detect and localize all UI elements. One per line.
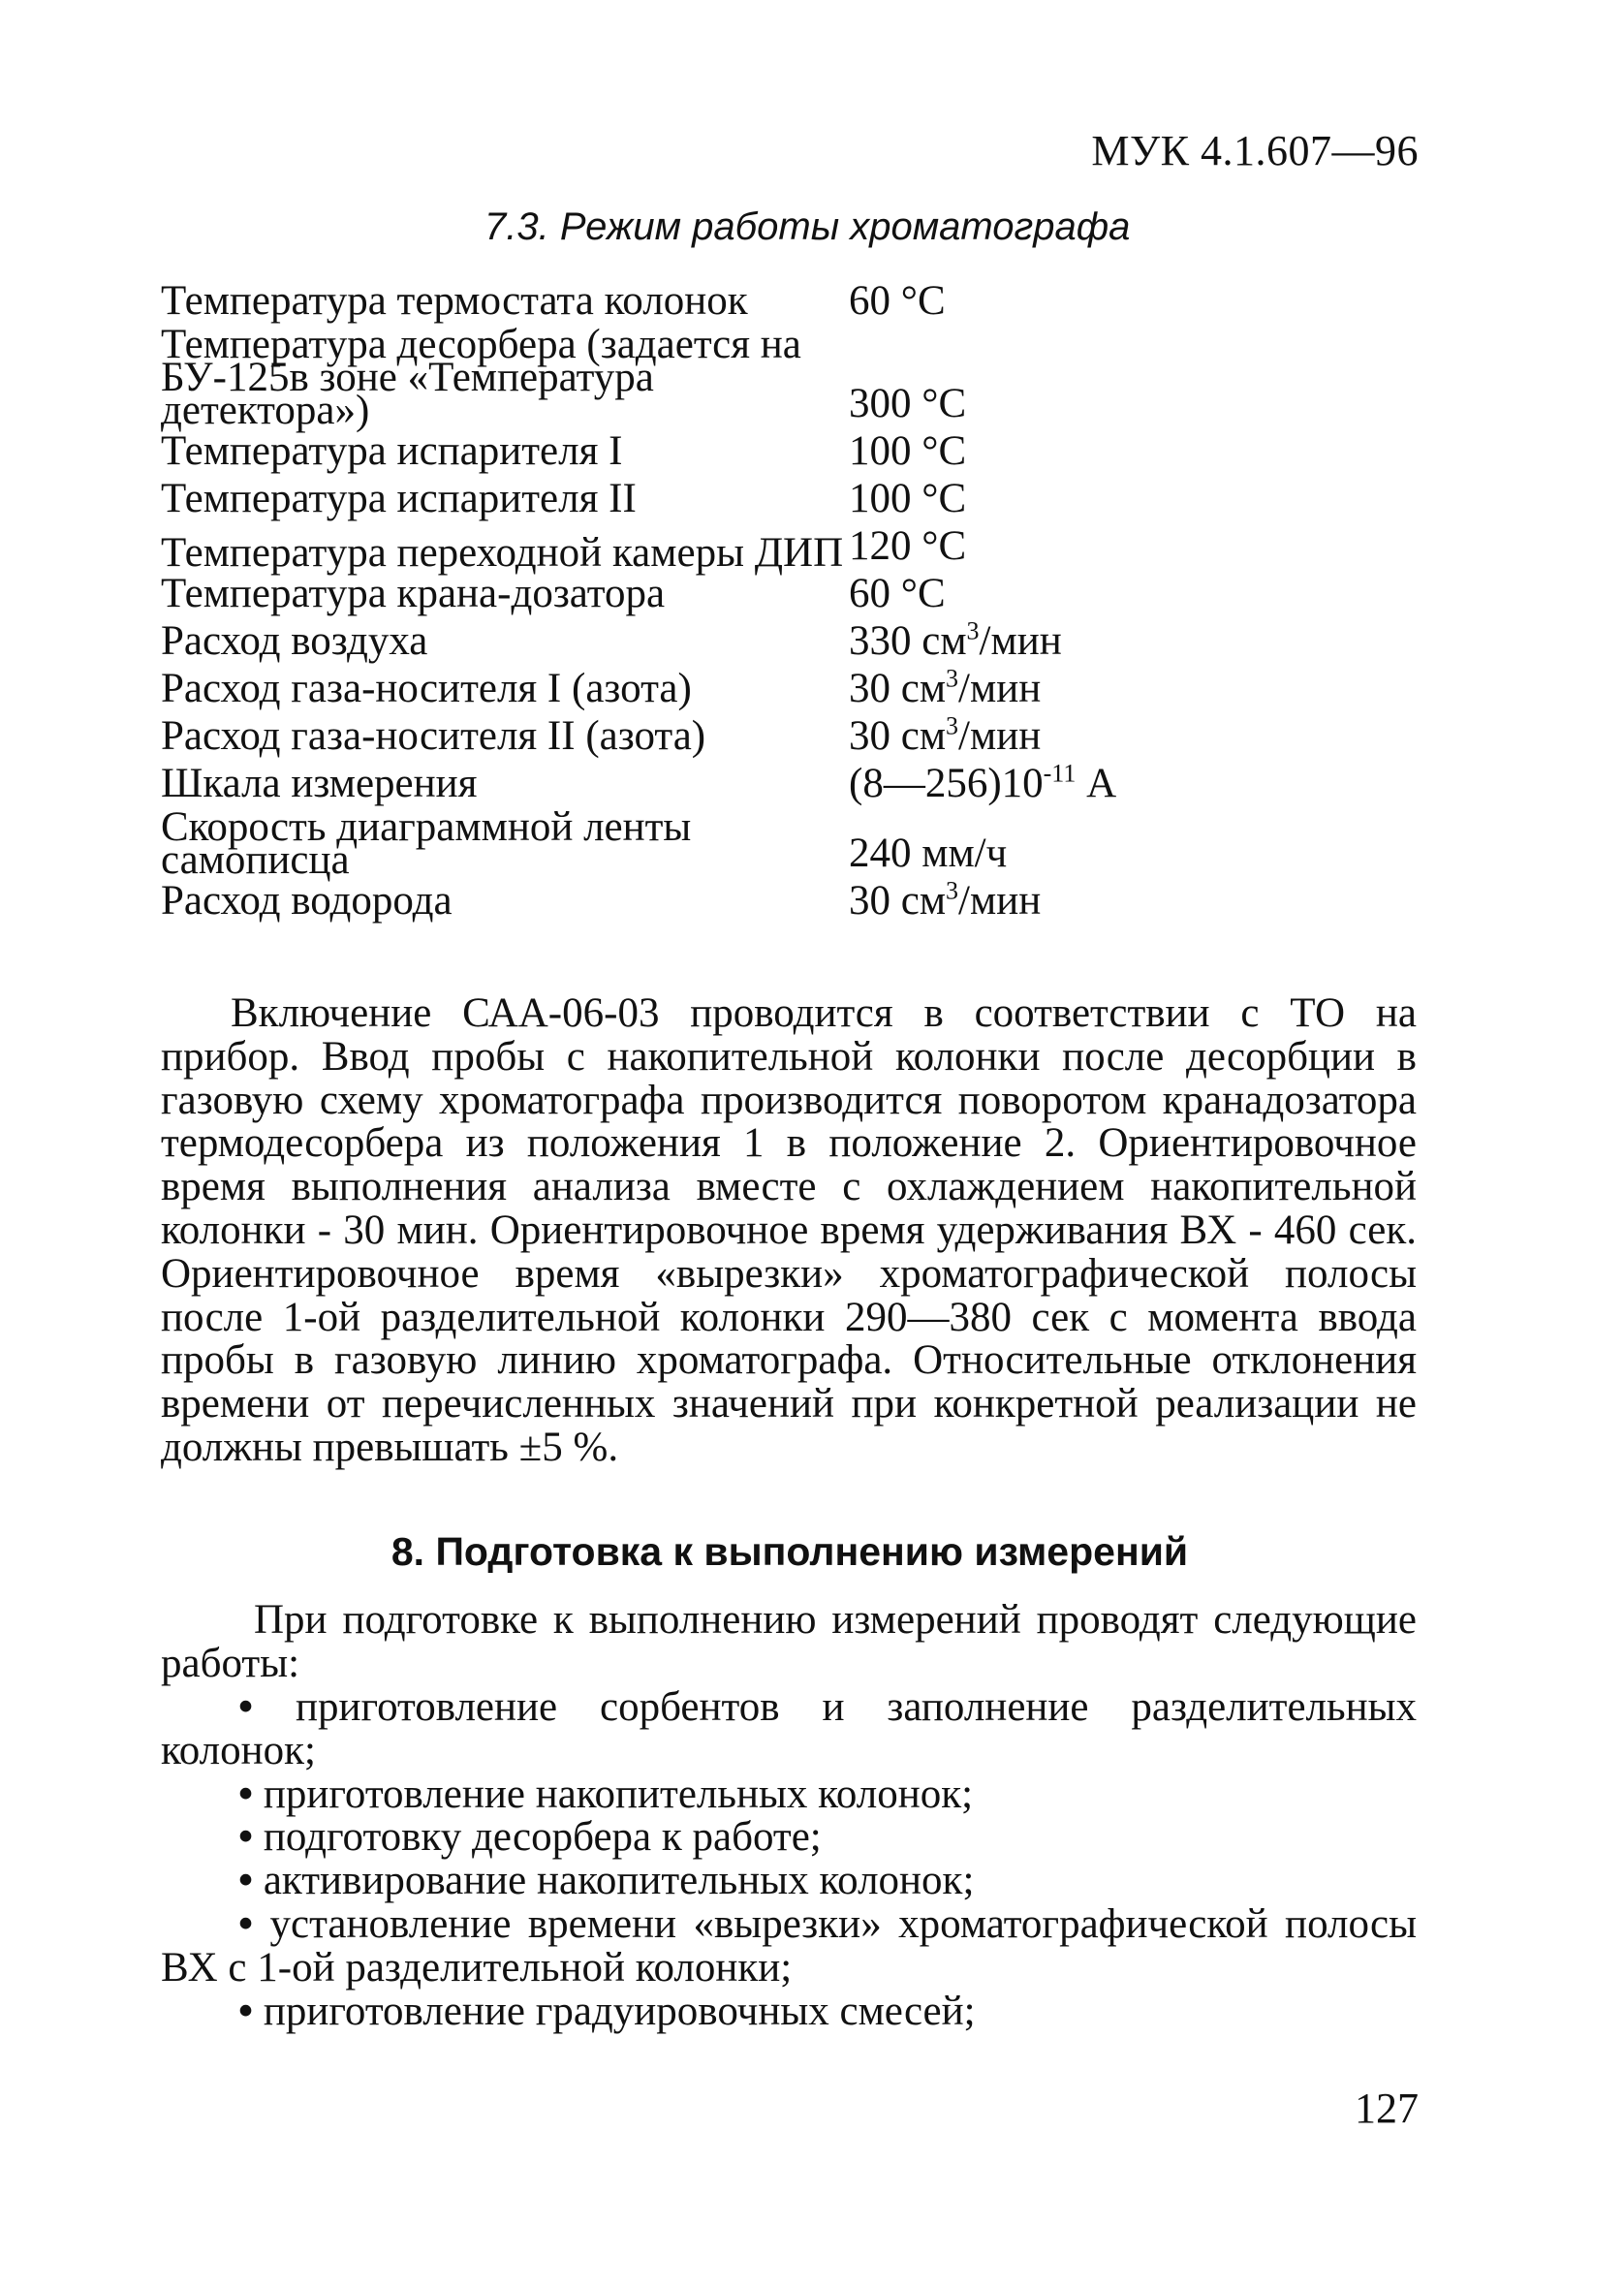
table-row bbox=[161, 712, 1421, 760]
bullet-icon: • bbox=[238, 1900, 254, 1947]
document-code: МУК 4.1.607—96 bbox=[1091, 127, 1419, 174]
list-item-text: активирование накопительных колонок; bbox=[263, 1858, 975, 1904]
value-exponent: 3 bbox=[946, 664, 959, 693]
bullet-icon: • bbox=[238, 1858, 254, 1904]
list-item-text: приготовление сорбентов и заполнение разделительных колонок; bbox=[161, 1684, 1418, 1773]
param-name: Скорость диаграммной ленты самописца bbox=[161, 804, 692, 883]
value-unit: А bbox=[1076, 761, 1117, 806]
table-row bbox=[161, 807, 1421, 877]
value-exponent: 3 bbox=[946, 876, 959, 905]
paragraph-intro: При подготовке к выполнению измерений проводят следующие работы: bbox=[161, 1597, 1417, 1686]
list-item bbox=[161, 1900, 1418, 1991]
table-row bbox=[161, 760, 1421, 807]
param-value: 100 °С bbox=[849, 428, 967, 474]
value-main: 30 см bbox=[849, 666, 947, 711]
param-value: 120 °С bbox=[849, 523, 967, 569]
param-value: 60 °С bbox=[849, 571, 946, 616]
list-item bbox=[161, 1988, 1417, 2034]
param-name: Расход водорода bbox=[161, 878, 453, 924]
list-item-text: установление времени «вырезки» хроматографической полосы ВХ с 1-ой разделительной колонки; bbox=[161, 1900, 1418, 1991]
param-name: Температура испарителя I bbox=[161, 428, 623, 474]
table-row bbox=[161, 665, 1421, 712]
list-item-text: приготовление градуировочных смесей; bbox=[263, 1988, 976, 2034]
param-value: 300 °С bbox=[849, 381, 967, 426]
param-name: Температура десорбера (задается на БУ-125в зоне «Температура детектора») bbox=[161, 322, 801, 433]
paragraph-procedure: Включение САА-06-03 проводится в соответствии с ТО на прибор. Ввод пробы с накопительной колонки после десорбции в газовую схему хроматографа производится поворотом кранадозатора термодесорбера из положения 1 в положение 2. Ориентировочное время выполнения анализа вместе с охлаждением накопительной колонки - 30 мин. Ориентировочное время удерживания ВХ - 460 сек. Ориентировочное время «вырезки» хроматографической полосы после 1-ой разделительной колонки 290—380 сек с момента ввода пробы в газовую линию хроматографа. Относительные отклонения времени от перечисленных значений при конкретной реализации не должны превышать ±5 %. bbox=[161, 990, 1417, 1470]
table-row bbox=[161, 570, 1421, 617]
list-item bbox=[161, 1860, 1417, 1903]
value-unit: /мин bbox=[958, 878, 1042, 924]
param-name: Температура переходной камеры ДИП bbox=[161, 530, 844, 576]
param-name: Расход газа-носителя I (азота) bbox=[161, 666, 692, 711]
list-item bbox=[161, 1773, 1417, 1817]
bullet-icon: • bbox=[238, 1684, 254, 1730]
value-exponent: 3 bbox=[946, 711, 959, 740]
page-number: 127 bbox=[1355, 2085, 1419, 2132]
param-value bbox=[849, 665, 1421, 712]
list-item bbox=[161, 1816, 1417, 1860]
param-name: Расход воздуха bbox=[161, 618, 428, 664]
table-row bbox=[161, 617, 1421, 665]
param-value: 100 °С bbox=[849, 476, 967, 521]
param-value: 240 мм/ч bbox=[849, 831, 1008, 876]
value-main: 330 см bbox=[849, 618, 967, 664]
chromatograph-parameters-table bbox=[161, 277, 1421, 925]
bullet-icon: • bbox=[238, 1988, 254, 2034]
list-item-text: приготовление накопительных колонок; bbox=[263, 1771, 974, 1817]
param-name: Расход газа-носителя II (азота) bbox=[161, 713, 706, 759]
param-name: Шкала измерения bbox=[161, 761, 478, 806]
param-value bbox=[849, 760, 1421, 807]
param-name: Температура термостата колонок bbox=[161, 278, 748, 324]
table-row bbox=[161, 277, 1421, 325]
param-value: 60 °С bbox=[849, 278, 946, 324]
param-name: Температура испарителя II bbox=[161, 476, 637, 521]
table-row bbox=[161, 325, 1421, 427]
param-value bbox=[849, 617, 1421, 665]
param-value bbox=[849, 877, 1421, 925]
value-unit: /мин bbox=[958, 666, 1042, 711]
value-main: (8—256)10 bbox=[849, 761, 1044, 806]
list-item bbox=[161, 1686, 1417, 1773]
bullet-icon: • bbox=[238, 1814, 254, 1861]
param-name: Температура крана-дозатора bbox=[161, 571, 666, 616]
table-row bbox=[161, 475, 1421, 522]
table-row bbox=[161, 522, 1421, 570]
param-value bbox=[849, 712, 1421, 760]
section-title: 8. Подготовка к выполнению измерений bbox=[390, 1529, 1189, 1574]
value-main: 30 см bbox=[849, 713, 947, 759]
subsection-title: 7.3. Режим работы хроматографа bbox=[484, 205, 1131, 248]
table-row bbox=[161, 427, 1421, 475]
value-main: 30 см bbox=[849, 878, 947, 924]
bullet-icon: • bbox=[238, 1771, 254, 1817]
value-exponent: -11 bbox=[1043, 759, 1077, 788]
table-row bbox=[161, 877, 1421, 925]
value-exponent: 3 bbox=[966, 616, 980, 645]
bullet-list bbox=[161, 1686, 1417, 2033]
list-item-text: подготовку десорбера к работе; bbox=[263, 1814, 822, 1861]
value-unit: /мин bbox=[958, 713, 1042, 759]
value-unit: /мин bbox=[979, 618, 1062, 664]
